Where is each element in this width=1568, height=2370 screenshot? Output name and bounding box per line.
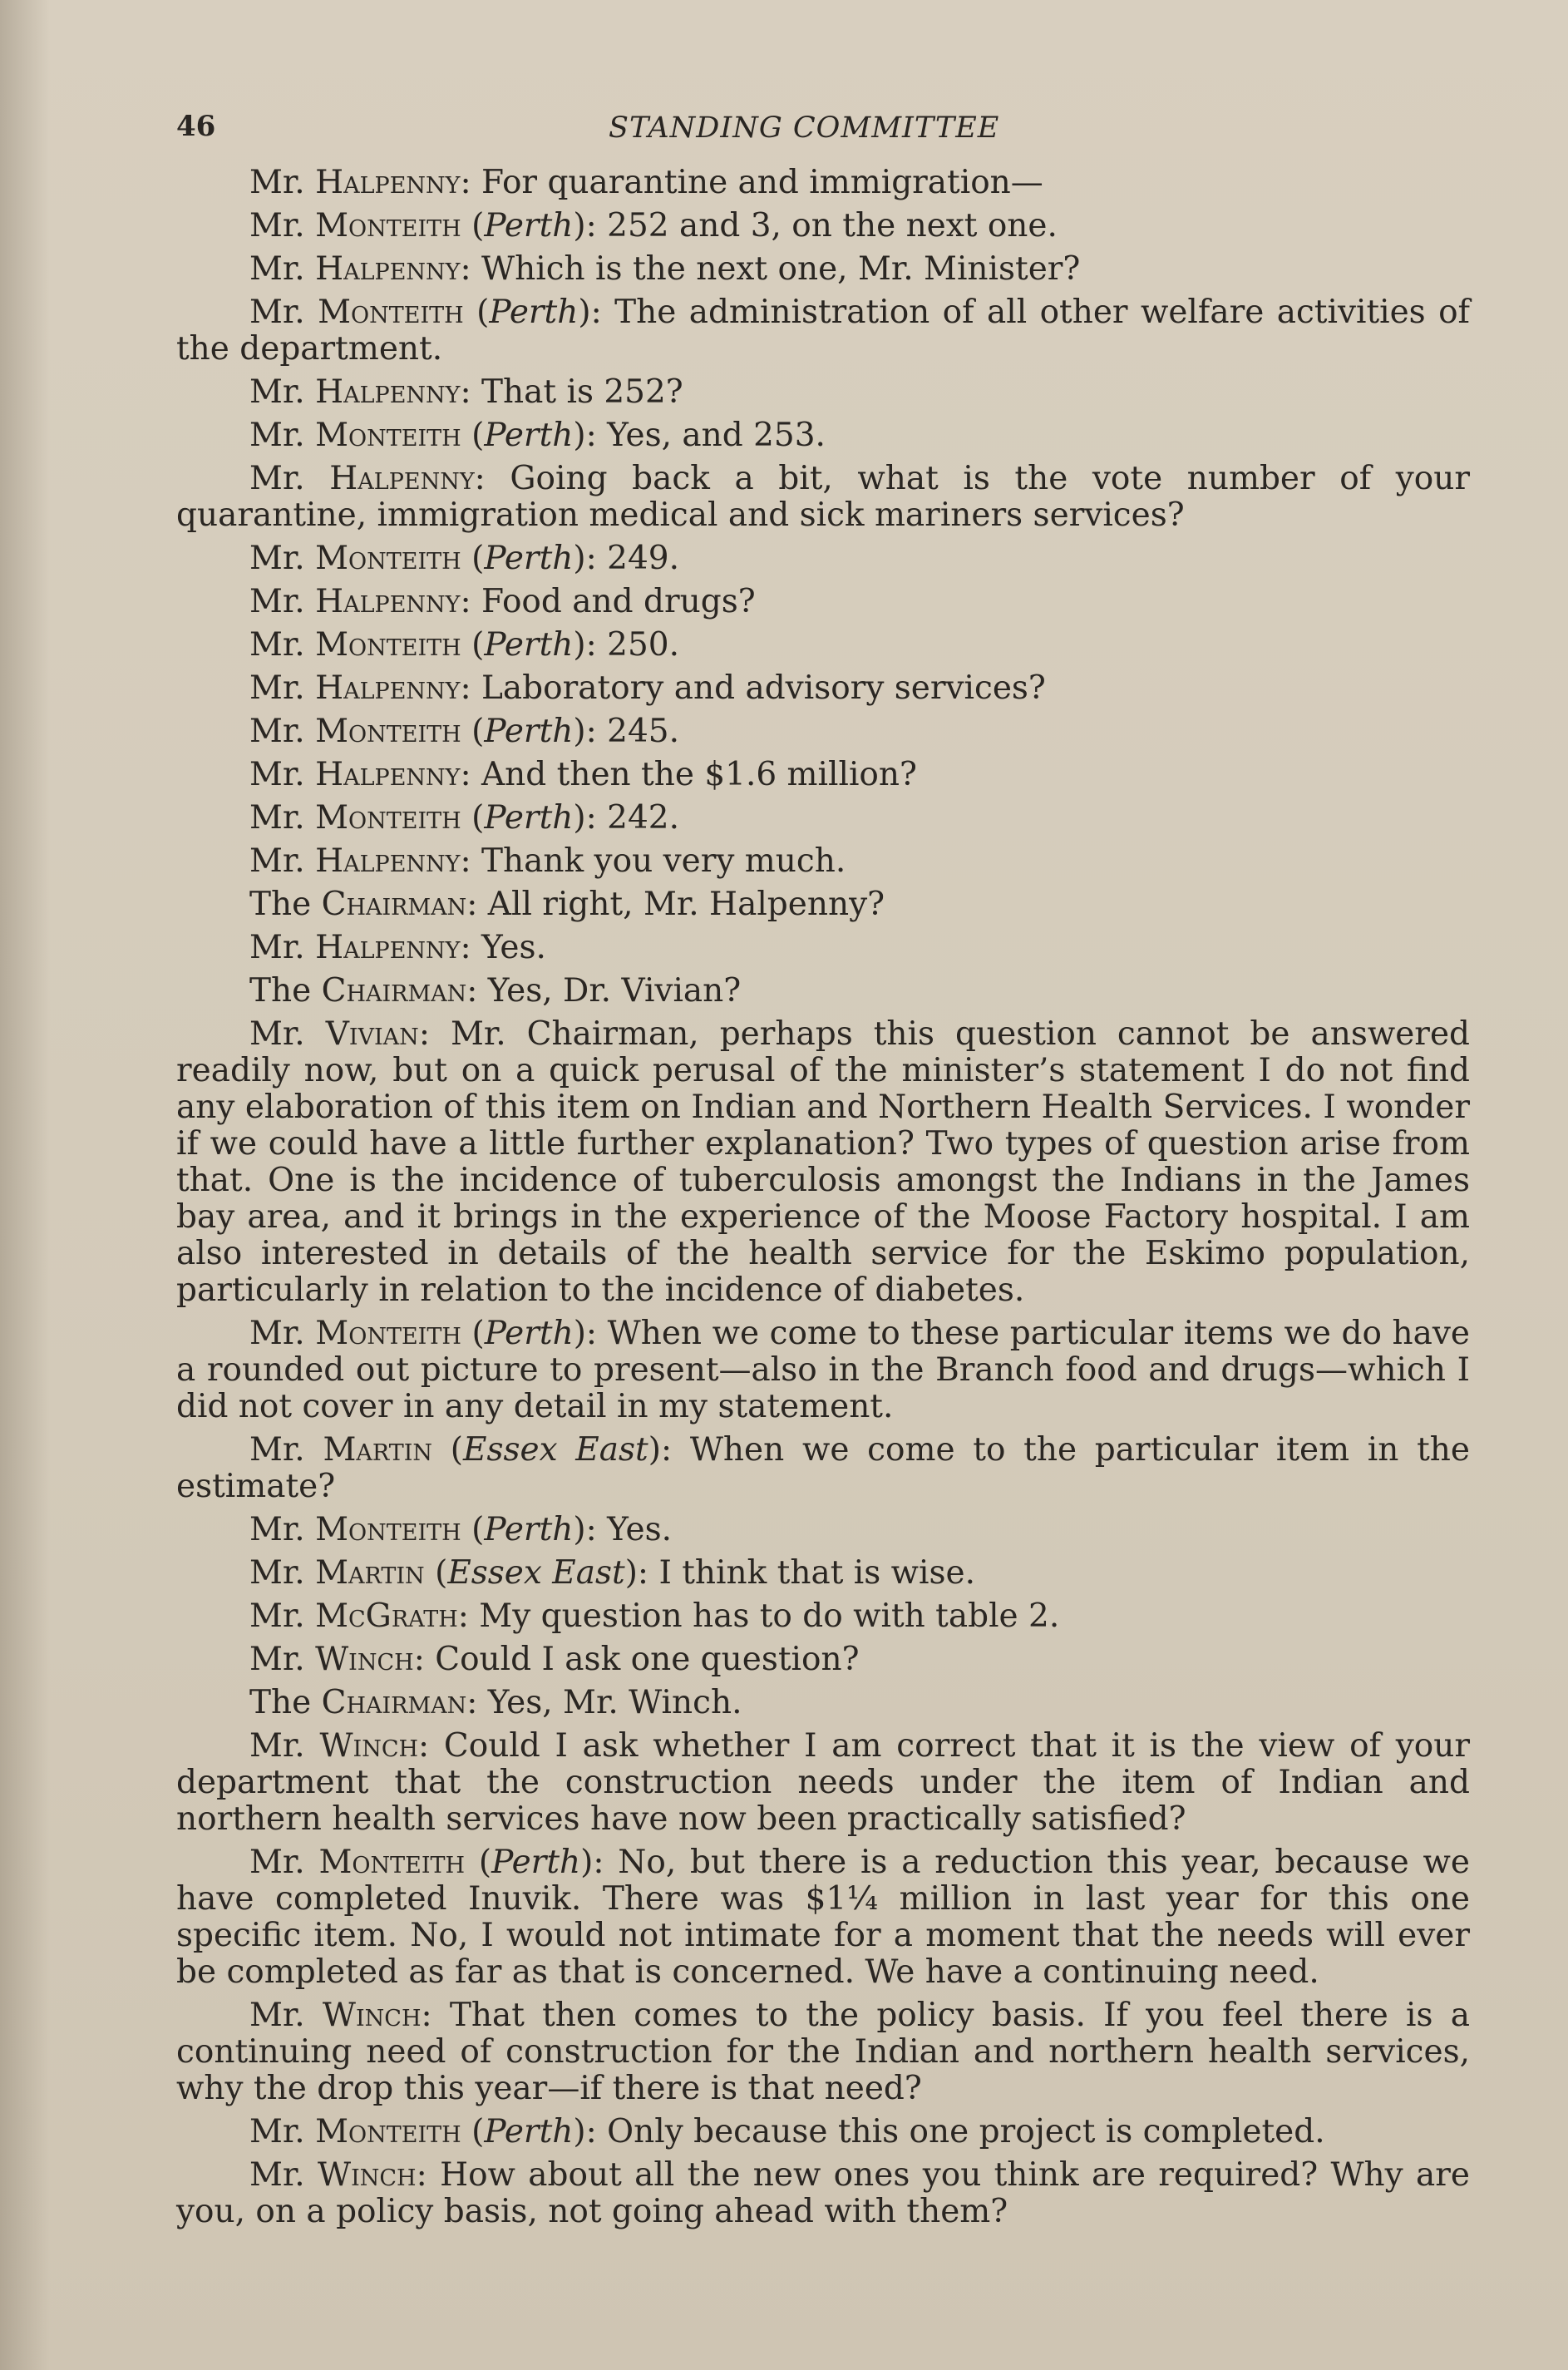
speaker-title: Mr. xyxy=(249,756,316,793)
speaker-name: Winch xyxy=(322,1997,422,2034)
speech-text: : For quarantine and immigration— xyxy=(460,164,1043,201)
speech-text: : The administration of all other welfare activities of the department. xyxy=(176,294,1470,368)
speaker-title: Mr. xyxy=(249,417,316,454)
speaker-title: The xyxy=(249,1684,322,1721)
speaker-riding: Perth xyxy=(484,626,574,664)
speech-text: : 250. xyxy=(585,626,679,664)
speech-text: : Which is the next one, Mr. Minister? xyxy=(460,250,1081,288)
speech-text: : Thank you very much. xyxy=(460,842,846,880)
transcript-paragraph xyxy=(176,374,1470,411)
speech-text: : My question has to do with table 2. xyxy=(457,1597,1060,1635)
speaker-riding: Perth xyxy=(484,540,574,577)
speaker-name: Chairman xyxy=(321,886,467,923)
speech-text: : Laboratory and advisory services? xyxy=(460,669,1046,707)
running-head xyxy=(176,98,1470,165)
speaker-title: Mr. xyxy=(249,1727,320,1765)
speaker-title: Mr. xyxy=(249,1431,323,1469)
speech-text: : I think that is wise. xyxy=(637,1554,976,1592)
transcript-paragraph xyxy=(176,930,1470,966)
speaker-name: Halpenny xyxy=(315,929,461,966)
speaker-title: Mr. xyxy=(249,799,316,837)
speaker-title: Mr. xyxy=(249,1844,319,1881)
speaker-title: Mr. xyxy=(249,929,316,966)
speaker-name: McGrath xyxy=(315,1597,458,1635)
speaker-title: Mr. xyxy=(249,1315,316,1352)
running-title: STANDING COMMITTEE xyxy=(609,111,1000,145)
speaker-name: Winch xyxy=(318,2156,417,2194)
transcript-paragraph: Mr. Monteith (Perth): Only because this one project is completed. xyxy=(249,2113,1325,2150)
speaker-name: Monteith xyxy=(318,1844,466,1881)
speaker-title: Mr. xyxy=(249,294,318,331)
transcript-paragraph: Mr. Monteith (Perth): Yes, and 253. xyxy=(249,417,826,454)
transcript-paragraph xyxy=(176,1728,1470,1838)
speech-text: : When we come to these particular items we do have a rounded out picture to present—also in the Branch food and drugs—which I did not cover in any detail in my statement. xyxy=(176,1315,1470,1425)
speaker-name: Monteith xyxy=(315,207,461,244)
transcript-paragraph xyxy=(176,757,1470,793)
transcript-paragraph: Mr. Monteith (Perth): The administration of all other welfare activities of the department. xyxy=(176,294,1470,368)
speaker-name: Monteith xyxy=(315,540,461,577)
speaker-name: Winch xyxy=(319,1727,419,1765)
speech-text: : Yes, Dr. Vivian? xyxy=(466,972,742,1010)
speech-text: : Mr. Chairman, perhaps this question cannot be answered readily now, but on a quick perusal of the minister’s statement I do not find any elaboration of this item on Indian and Northern Health Services. I wonder if we could have a little further explanation? Two types of question arise from that. One is the incidence of tuberculosis amongst the Indians in the James bay area, and it brings in the experience of the Moose Factory hospital. I am also interested in details of the health service for the Eskimo population, particularly in relation to the incidence of diabetes. xyxy=(176,1015,1470,1309)
transcript-paragraph xyxy=(176,2157,1470,2230)
transcript-paragraph xyxy=(176,165,1470,201)
speech-text: : 249. xyxy=(585,540,679,577)
speech-text: : No, but there is a reduction this year, because we have completed Inuvik. There was $1¼ million in last year for this one specific item. No, I would not intimate for a moment that the needs will ever be completed as far as that is concerned. We have a continuing need. xyxy=(176,1844,1470,1991)
transcript-paragraph: Mr. Monteith (Perth): When we come to these particular items we do have a rounded out picture to present—also in the Branch food and drugs—which I did not cover in any detail in my statement. xyxy=(176,1315,1470,1425)
speaker-title: Mr. xyxy=(249,713,316,750)
speaker-riding: Perth xyxy=(484,799,574,837)
transcript-paragraph: Mr. Martin (Essex East): When we come to the particular item in the estimate? xyxy=(176,1431,1470,1505)
transcript-paragraph: Mr. Monteith (Perth): Yes. xyxy=(249,1511,672,1548)
speaker-name: Monteith xyxy=(315,713,461,750)
speaker-name: Vivian xyxy=(325,1015,419,1053)
speaker-title: Mr. xyxy=(249,1511,316,1548)
speaker-title: The xyxy=(249,886,322,923)
transcript-paragraph: Mr. Monteith (Perth): 242. xyxy=(249,799,679,837)
speaker-riding: Perth xyxy=(484,713,574,750)
transcript-paragraph xyxy=(176,670,1470,707)
speech-text: : Food and drugs? xyxy=(460,583,756,620)
speaker-name: Monteith xyxy=(315,2113,461,2150)
transcript-paragraph xyxy=(176,1016,1470,1309)
speaker-name: Halpenny xyxy=(315,373,461,411)
speech-text: : 245. xyxy=(585,713,679,750)
transcript-paragraph xyxy=(176,251,1470,288)
speaker-name: Halpenny xyxy=(315,583,461,620)
transcript-paragraph: Mr. Monteith (Perth): 252 and 3, on the next one. xyxy=(249,207,1058,244)
speaker-name: Halpenny xyxy=(315,669,461,707)
speaker-title: Mr. xyxy=(249,2156,318,2194)
speech-text: : 242. xyxy=(585,799,679,837)
speech-text: : 252 and 3, on the next one. xyxy=(585,207,1058,244)
transcript-paragraph xyxy=(176,1642,1470,1678)
speech-text: : And then the $1.6 million? xyxy=(460,756,917,793)
speech-text: : Could I ask whether I am correct that it is the view of your department that the construction needs under the item of Indian and northern health services have now been practically satisfied? xyxy=(176,1727,1471,1838)
transcript-paragraph: Mr. Monteith (Perth): 249. xyxy=(249,540,679,577)
speaker-title: Mr. xyxy=(249,2113,316,2150)
speaker-name: Halpenny xyxy=(315,164,461,201)
speech-text: : All right, Mr. Halpenny? xyxy=(466,886,885,923)
speaker-title: Mr. xyxy=(249,1597,316,1635)
speech-text: : That is 252? xyxy=(460,373,683,411)
speaker-name: Halpenny xyxy=(315,842,461,880)
speaker-title: Mr. xyxy=(249,207,316,244)
transcript-paragraph: Mr. Monteith (Perth): 250. xyxy=(249,626,679,664)
transcript-paragraph xyxy=(176,461,1470,534)
speaker-riding: Essex East xyxy=(463,1431,648,1469)
speaker-title: Mr. xyxy=(249,540,316,577)
speaker-riding: Perth xyxy=(484,1315,574,1352)
speaker-riding: Perth xyxy=(484,2113,574,2150)
speaker-name: Halpenny xyxy=(315,250,461,288)
speaker-name: Winch xyxy=(315,1641,414,1678)
transcript-paragraph xyxy=(176,1598,1470,1635)
speaker-name: Monteith xyxy=(315,799,461,837)
speech-text: : How about all the new ones you think are required? Why are you, on a policy basis, not going ahead with them? xyxy=(176,2156,1470,2230)
speaker-riding: Perth xyxy=(484,1511,574,1548)
transcript-body xyxy=(176,165,1470,2230)
speaker-title: Mr. xyxy=(249,1641,316,1678)
speaker-title: Mr. xyxy=(249,1997,323,2034)
transcript-paragraph: Mr. Monteith (Perth): 245. xyxy=(249,713,679,750)
transcript-paragraph xyxy=(176,973,1470,1010)
speaker-riding: Perth xyxy=(484,417,574,454)
speaker-name: Chairman xyxy=(321,1684,467,1721)
speech-text: : Yes. xyxy=(585,1511,672,1548)
speaker-name: Monteith xyxy=(318,294,464,331)
speech-text: : Going back a bit, what is the vote number of your quarantine, immigration medical and sick mariners services? xyxy=(176,460,1470,534)
speaker-title: Mr. xyxy=(249,583,316,620)
transcript-paragraph xyxy=(176,1997,1470,2107)
speaker-name: Martin xyxy=(323,1431,433,1469)
speaker-name: Monteith xyxy=(315,1315,461,1352)
speaker-title: Mr. xyxy=(249,1015,326,1053)
page-number: 46 xyxy=(176,110,216,143)
speech-text: : That then comes to the policy basis. If you feel there is a continuing need of construction for the Indian and northern health services, why the drop this year—if there is that need? xyxy=(176,1997,1471,2107)
transcript-paragraph xyxy=(176,1685,1470,1721)
transcript-paragraph: Mr. Martin (Essex East): I think that is wise. xyxy=(249,1554,976,1592)
speaker-title: Mr. xyxy=(249,842,316,880)
speaker-name: Monteith xyxy=(315,417,461,454)
speech-text: : Only because this one project is completed. xyxy=(585,2113,1325,2150)
speaker-name: Martin xyxy=(315,1554,425,1592)
speaker-title: Mr. xyxy=(249,460,330,497)
speaker-name: Halpenny xyxy=(315,756,461,793)
speech-text: : Yes. xyxy=(460,929,546,966)
speaker-name: Monteith xyxy=(315,1511,461,1548)
speaker-name: Chairman xyxy=(321,972,467,1010)
transcript-paragraph xyxy=(176,843,1470,880)
speaker-title: Mr. xyxy=(249,669,316,707)
speaker-title: The xyxy=(249,972,322,1010)
speech-text: : Yes, and 253. xyxy=(585,417,826,454)
transcript-paragraph xyxy=(176,886,1470,923)
transcript-paragraph xyxy=(176,584,1470,620)
speaker-riding: Perth xyxy=(489,294,579,331)
speaker-name: Halpenny xyxy=(329,460,475,497)
speaker-riding: Perth xyxy=(484,207,574,244)
speaker-title: Mr. xyxy=(249,373,316,411)
speaker-title: Mr. xyxy=(249,250,316,288)
speaker-title: Mr. xyxy=(249,626,316,664)
binding-shadow xyxy=(0,0,50,2370)
speech-text: : When we come to the particular item in the estimate? xyxy=(176,1431,1470,1505)
transcript-paragraph: Mr. Monteith (Perth): No, but there is a reduction this year, because we have completed Inuvik. There was $1¼ million in last year for this one specific item. No, I would not intimate for a moment that the needs will ever be completed as far as that is concerned. We have a continuing need. xyxy=(176,1844,1470,1991)
speaker-title: Mr. xyxy=(249,1554,316,1592)
speaker-riding: Essex East xyxy=(447,1554,625,1592)
speech-text: : Yes, Mr. Winch. xyxy=(466,1684,742,1721)
speaker-riding: Perth xyxy=(491,1844,581,1881)
speech-text: : Could I ask one question? xyxy=(413,1641,860,1678)
speaker-title: Mr. xyxy=(249,164,316,201)
speaker-name: Monteith xyxy=(315,626,461,664)
